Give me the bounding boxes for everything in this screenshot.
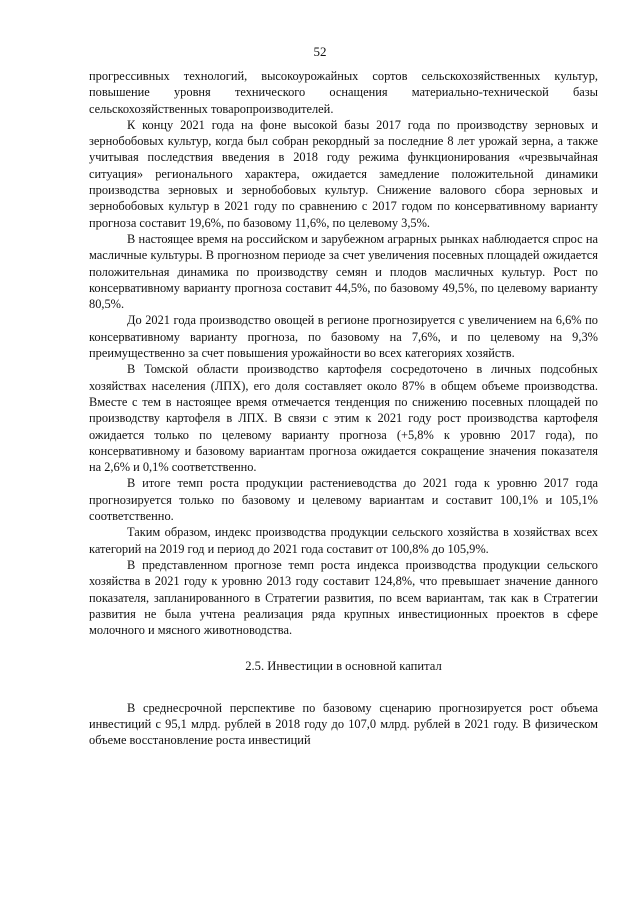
paragraph-crop-growth: В итоге темп роста продукции растениеводства до 2021 года к уровню 2017 года прогнозируется только по базовому и целевому вариантам и составит 100,1% и 105,1% соответственно.: [89, 476, 598, 524]
paragraph-investment-forecast: В среднесрочной перспективе по базовому сценарию прогнозируется рост объема инвестиций с 95,1 млрд. рублей в 2018 году до 107,0 млрд. рублей в 2021 году. В физическом объеме восстановление роста инвестиций: [89, 700, 598, 748]
paragraph-agri-index: Таким образом, индекс производства продукции сельского хозяйства в хозяйствах всех категорий на 2019 год и период до 2021 года составит от 100,8% до 105,9%.: [89, 525, 598, 556]
paragraph-grain-forecast: К концу 2021 года на фоне высокой базы 2017 года по производству зерновых и зернобобовых культур, когда был собран рекордный за последние 8 лет урожай зерна, а также учитывая последствия введения в 2018 году режима функционирования «чрезвычайная ситуация» регионального характера, ожидается замедление положительной динамики производства зерновых и зернобобовых культур. Снижение валового сбора зерновых и зернобобовых культур в 2021 году по сравнению с 2017 годом по консервативному варианту прогноза составит 19,6%, по базовому 11,6%, по целевому 3,5%.: [89, 117, 598, 230]
paragraph-vegetable-forecast: До 2021 года производство овощей в регионе прогнозируется с увеличением на 6,6% по консервативному варианту прогноза, по базовому на 7,6%, и по целевому на 9,3% преимущественно за счет повышения урожайности во всех категориях хозяйств.: [89, 313, 598, 361]
paragraph-continuation: прогрессивных технологий, высокоурожайных сортов сельскохозяйственных культур, повышение уровня технического оснащения материально-технической базы сельскохозяйственных товаропроизводителей.: [89, 69, 598, 116]
paragraph-strategy-comparison: В представленном прогнозе темп роста индекса производства продукции сельского хозяйства в 2021 году к уровню 2013 году составит 124,8%, что превышает значение данного показателя, запланированного в Стратегии развития, по всем вариантам, так как в Стратегии развития не была учтена реализация ряда крупных инвестиционных проектов в сфере молочного и мясного животноводства.: [89, 557, 598, 638]
page-number: 52: [313, 44, 327, 59]
paragraph-oilseed-forecast: В настоящее время на российском и зарубежном аграрных рынках наблюдается спрос на масличные культуры. В прогнозном периоде за счет увеличения посевных площадей ожидается положительная динамика по производству семян и плодов масличных культур. Рост по консервативному варианту прогноза составит 44,5%, по базовому 49,5%, по целевому варианту 80,5%.: [89, 231, 598, 312]
paragraph-potato-forecast: В Томской области производство картофеля сосредоточено в личных подсобных хозяйствах населения (ЛПХ), его доля составляет около 87% в общем объеме производства. Вместе с тем в настоящее время отмечается тенденция по снижению посевных площадей по производству картофеля в ЛПХ. В связи с этим к 2021 году рост производства картофеля ожидается только по целевому варианту прогноза (+5,8% к уровню 2017 года), по консервативному и базовому вариантам прогноза ожидается сокращение значения показателя на 2,6% и 0,1% соответственно.: [89, 362, 598, 475]
document-body: [89, 68, 598, 749]
section-heading: 2.5. Инвестиции в основной капитал: [245, 659, 442, 674]
